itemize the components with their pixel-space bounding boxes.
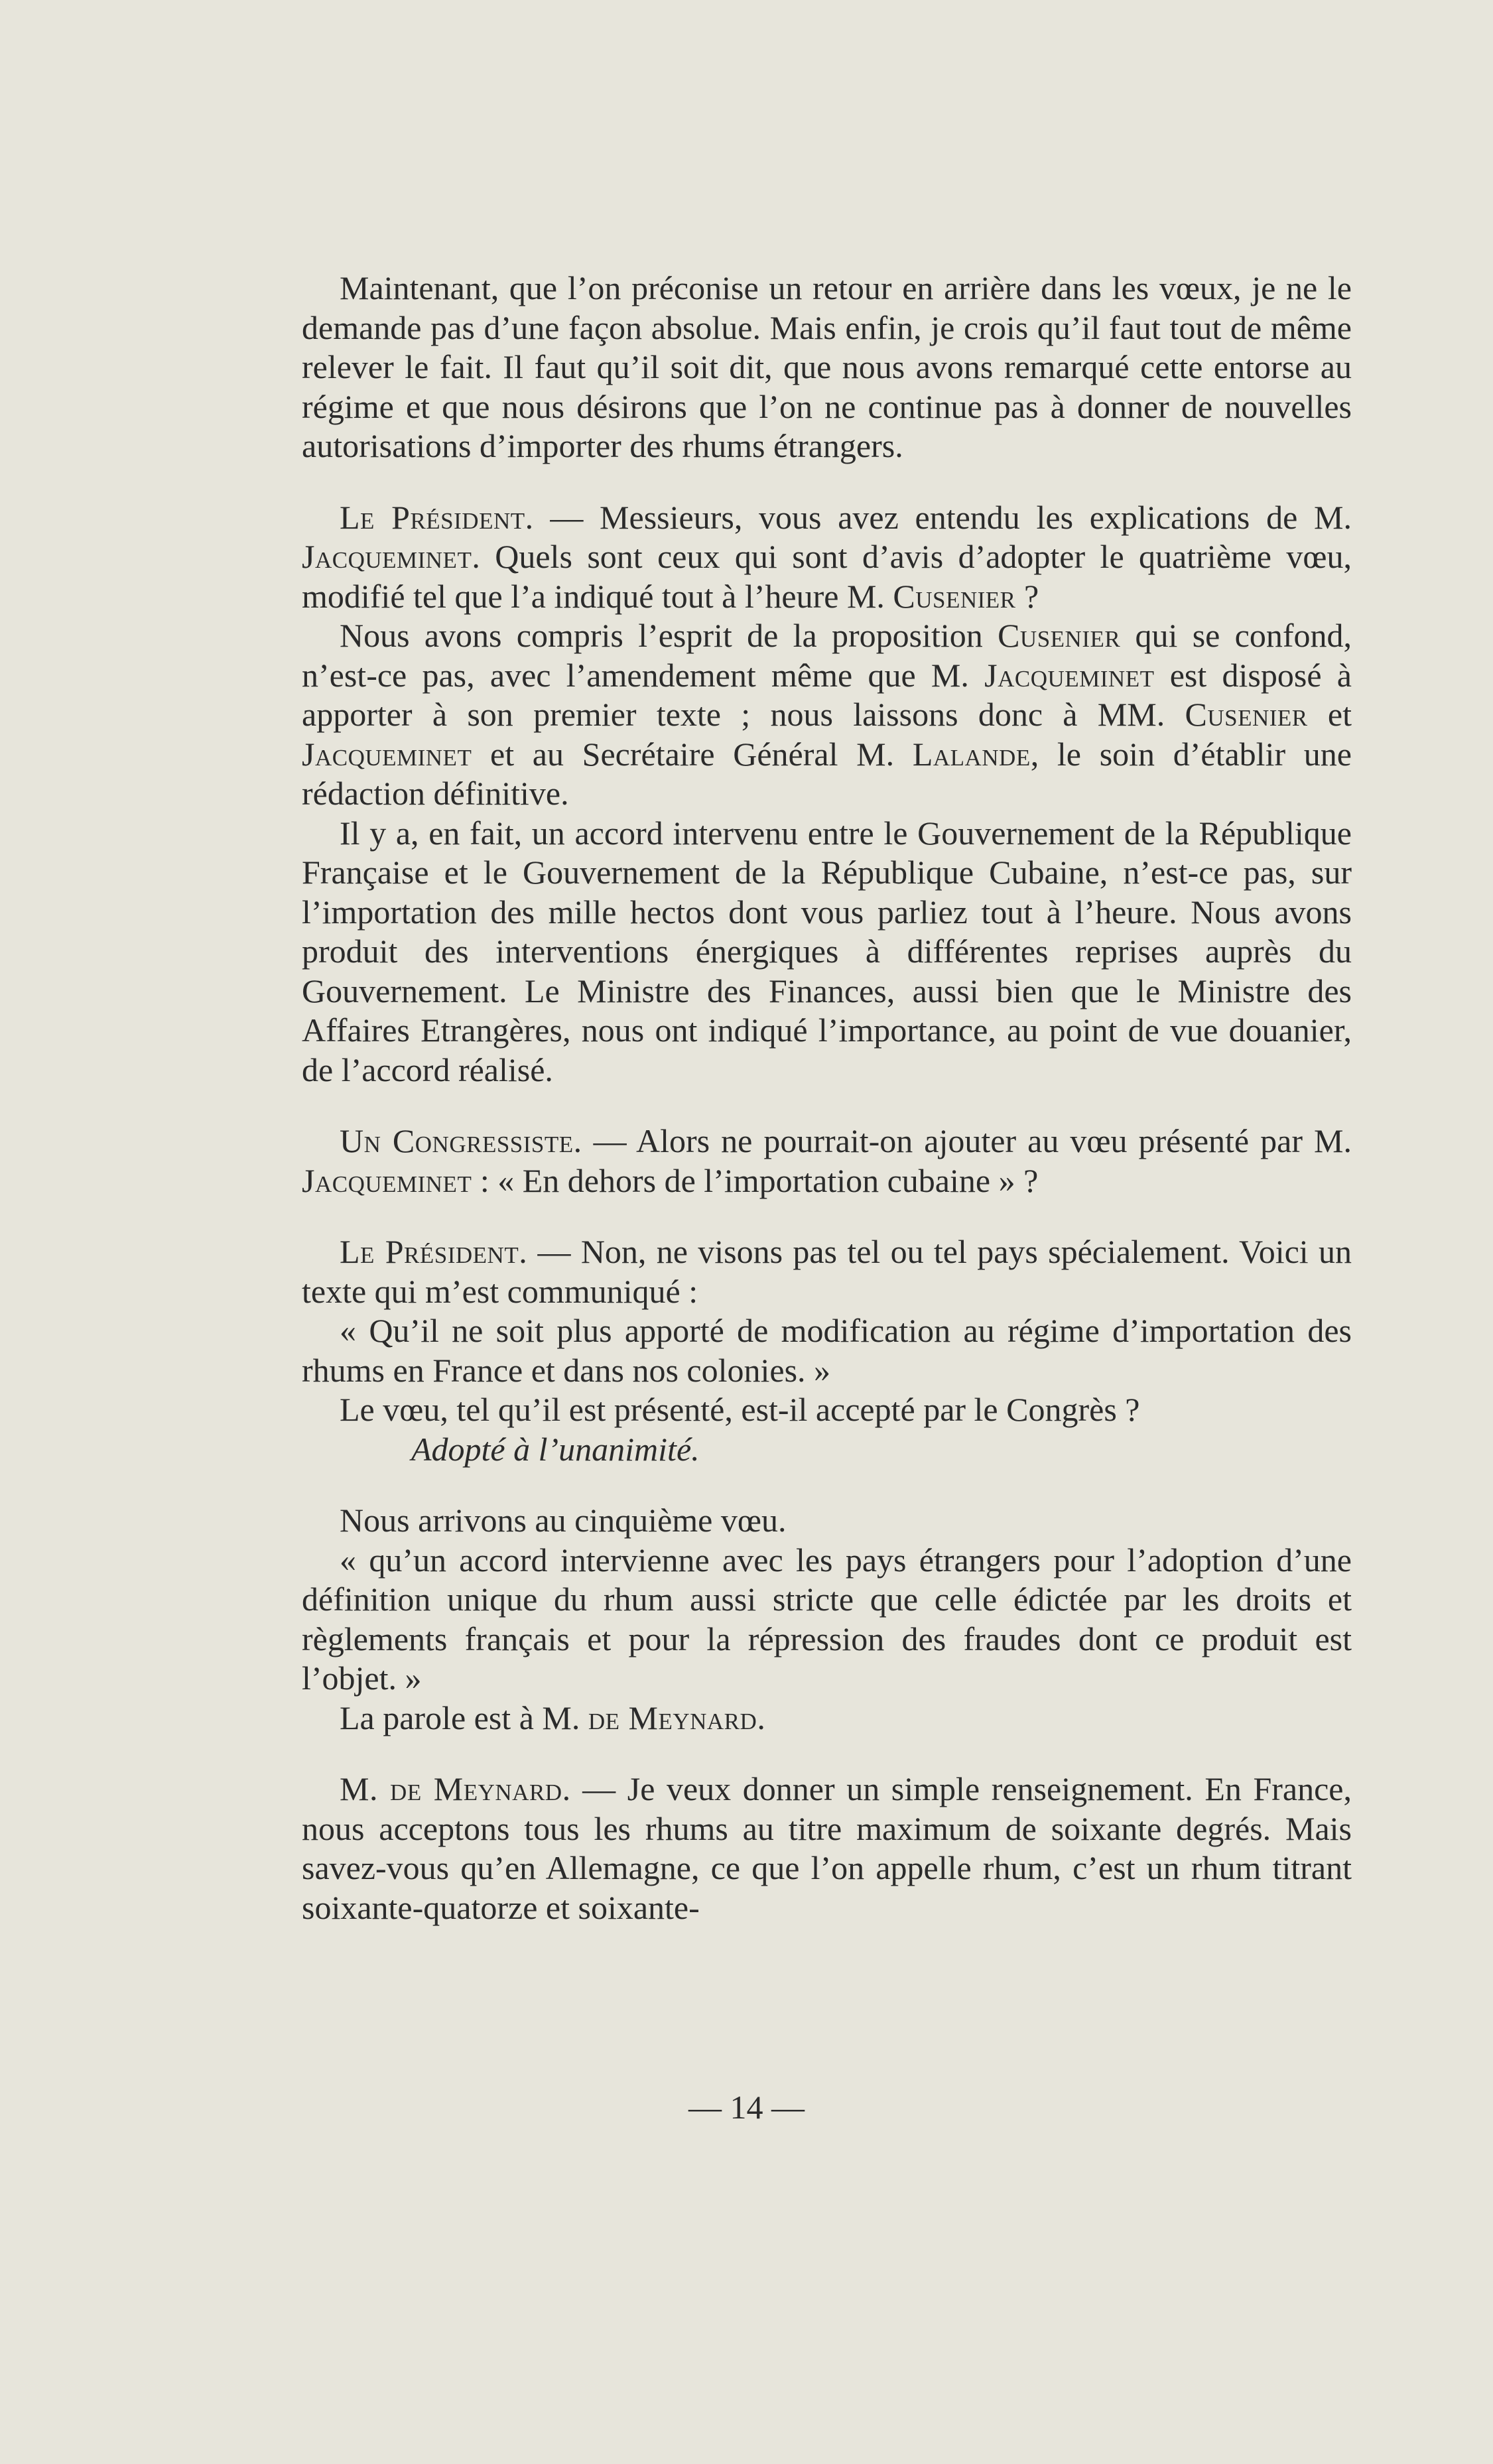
text-segment: — Messieurs, vous avez entendu les explications de M. — [533, 498, 1352, 536]
text-segment: et au Secrétaire Général M. — [472, 735, 913, 773]
paragraph-president-2 — [302, 1232, 1352, 1311]
text-segment: La parole est à M. — [340, 1699, 588, 1736]
text-segment: et — [1307, 696, 1352, 733]
name-jacqueminet: Jacqueminet — [302, 538, 472, 575]
paragraph-meynard — [302, 1770, 1352, 1927]
paragraph-question: Le vœu, tel qu’il est présenté, est-il accepté par le Congrès ? — [340, 1391, 1140, 1428]
speaker-un-congressiste: Un Congressiste. — [340, 1122, 582, 1159]
paragraph-3 — [302, 616, 1352, 814]
paragraph-cinquieme-voeu: Nous arrivons au cinquième vœu. — [340, 1502, 787, 1539]
paragraph-quoted-voeu: « Qu’il ne soit plus apporté de modification au régime d’importation des rhums en France et dans nos colonies. » — [302, 1312, 1352, 1389]
paragraph-quoted-accord: « qu’un accord intervienne avec les pays étrangers pour l’adoption d’une définition unique du rhum aussi stricte que celle édictée par les droits et règlements français et pour la répression des fraudes dont ce produit est l’objet. » — [302, 1541, 1352, 1697]
name-cusenier: Cusenier — [893, 577, 1016, 615]
text-segment: : « En dehors de l’importation cubaine » ? — [472, 1161, 1039, 1199]
text-segment: qui se confond, n’est-ce pas, avec l’amendement même que M. — [302, 617, 1352, 694]
name-jacqueminet: Jacqueminet — [302, 735, 472, 773]
text-segment: . Quels sont ceux qui sont d’avis d’adopter le quatrième vœu, modifié tel que l’a indiqué tout à l’heure M. — [302, 538, 1352, 615]
text-segment: , le soin d’établir une rédaction définitive. — [302, 735, 1352, 812]
speaker-le-president: Le Président. — [340, 498, 534, 536]
text-segment: Nous avons compris l’esprit de la proposition — [340, 617, 998, 654]
name-de-meynard: de Meynard — [588, 1699, 757, 1736]
speaker-de-meynard: M. de Meynard. — [340, 1770, 571, 1807]
name-jacqueminet: Jacqueminet — [302, 1161, 472, 1199]
paragraph-president-1 — [302, 498, 1352, 617]
paragraph-parole — [302, 1699, 1352, 1738]
text-segment: — Non, ne visons pas tel ou tel pays spécialement. Voici un texte qui m’est communiqué : — [302, 1233, 1352, 1310]
adopted-line: Adopté à l’unanimité. — [411, 1430, 700, 1468]
text-segment: ? — [1015, 577, 1039, 615]
paragraph-1: Maintenant, que l’on préconise un retour en arrière dans les vœux, je ne le demande pas d’une façon absolue. Mais enfin, je crois qu’il faut tout de même relever le fait. Il faut qu’il soit dit, que nous avons remarqué cette entorse au régime et que nous désirons que l’on ne continue pas à donner de nouvelles autorisations d’importer des rhums étrangers. — [302, 269, 1352, 464]
name-cusenier: Cusenier — [998, 617, 1121, 654]
text-segment: — Alors ne pourrait-on ajouter au vœu présenté par M. — [582, 1122, 1352, 1159]
name-jacqueminet: Jacqueminet — [984, 656, 1155, 694]
name-cusenier: Cusenier — [1185, 696, 1308, 733]
speaker-le-president: Le Président. — [340, 1233, 528, 1270]
paragraph-4: Il y a, en fait, un accord intervenu entre le Gouvernement de la République Française et le Gouvernement de la République Cubaine, n’est-ce pas, sur l’importation des mille hectos dont vous parliez tout à l’heure. Nous avons produit des interventions énergiques à différentes reprises auprès du Gouvernement. Le Ministre des Finances, aussi bien que le Ministre des Affaires Etrangères, nous ont indiqué l’importance, au point de vue douanier, de l’accord réalisé. — [302, 814, 1352, 1088]
name-lalande: Lalande — [912, 735, 1031, 773]
paragraph-congressiste — [302, 1122, 1352, 1200]
text-segment: est disposé à apporter à son premier texte ; nous laissons donc à MM. — [302, 656, 1352, 733]
text-segment: — Je veux donner un simple renseignement. En France, nous acceptons tous les rhums au titre maximum de soixante degrés. Mais savez-vous qu’en Allemagne, ce que l’on appelle rhum, c’est un rhum titrant soixante-quatorze et soixante- — [302, 1770, 1352, 1926]
page-body-text — [302, 269, 1352, 1927]
text-segment: . — [757, 1699, 765, 1736]
page-number: — 14 — — [688, 2089, 805, 2126]
